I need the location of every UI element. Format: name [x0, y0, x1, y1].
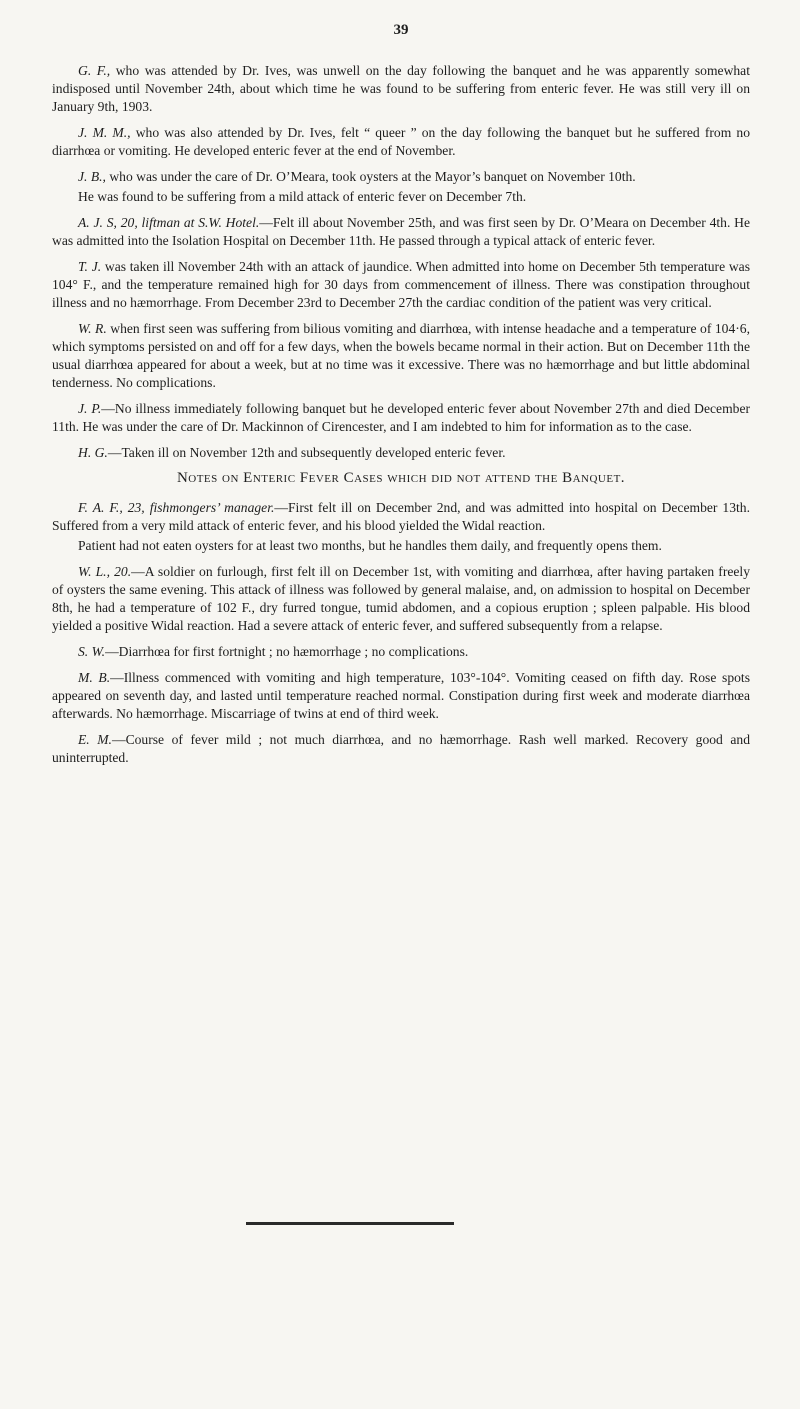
case-text: who was attended by Dr. Ives, was unwell on the day following the banquet and he was apparently somewhat indisposed until November 24th, about which time he was found to be suffering from enteric fever. He was still very ill on January 9th, 1903.: [52, 63, 750, 114]
case-initials: S. W.: [78, 644, 106, 659]
case-text: when first seen was suffering from bilious vomiting and diarrhœa, with intense headache and a temperature of 104·6, which symptoms persisted on and off for a few days, when the bowels became normal in their action. But on December 11th the usual diarrhœa appeared for about a week, but at no time was it excessive. There was no hæmorrhage and but little abdominal tenderness. No complications.: [52, 321, 750, 390]
case-paragraph: [52, 643, 750, 661]
case-paragraph: [52, 731, 750, 767]
case-initials: J. M. M.,: [78, 125, 131, 140]
body-text: [52, 62, 750, 775]
case-paragraph: [52, 168, 750, 186]
case-text: —First felt ill on December 2nd, and was admitted into hospital on December 13th. Suffered from a very mild attack of enteric fever, and his blood yielded the Widal reaction.: [52, 500, 750, 533]
case-paragraph: [52, 214, 750, 250]
case-text: —Diarrhœa for first fortnight ; no hæmorrhage ; no complications.: [105, 644, 469, 659]
case-paragraph: [52, 62, 750, 116]
case-text: who was also attended by Dr. Ives, felt “ queer ” on the day following the banquet but he suffered from no diarrhœa or vomiting. He developed enteric fever at the end of November.: [52, 125, 750, 158]
case-initials: H. G.: [78, 445, 108, 460]
case-initials: W. R.: [78, 321, 107, 336]
case-initials: E. M.: [78, 732, 112, 747]
section-heading: Notes on Enteric Fever Cases which did not attend the Banquet.: [176, 470, 626, 486]
case-text: He was found to be suffering from a mild attack of enteric fever on December 7th.: [78, 189, 527, 204]
case-text: —Taken ill on November 12th and subsequently developed enteric fever.: [107, 445, 506, 460]
case-initials: A. J. S, 20, liftman at S.W. Hotel.: [78, 215, 260, 230]
case-paragraph: [52, 124, 750, 160]
case-initials: W. L., 20.: [78, 564, 132, 579]
case-initials: F. A. F., 23, fishmongers’ manager.: [78, 500, 275, 515]
case-initials: M. B.: [78, 670, 111, 685]
case-paragraph: [52, 320, 750, 392]
case-initials: J. B.,: [78, 169, 106, 184]
case-paragraph: [52, 563, 750, 635]
case-paragraph: [52, 188, 750, 206]
case-paragraph: [52, 537, 750, 555]
case-paragraph: [52, 400, 750, 436]
case-paragraph: [52, 258, 750, 312]
case-paragraph: [52, 444, 750, 462]
closing-rule: [246, 1222, 454, 1225]
case-text: —Illness commenced with vomiting and high temperature, 103°-104°. Vomiting ceased on fifth day. Rose spots appeared on seventh day, and lasted until temperature reached normal. Constipation during first week and moderate diarrhœa afterwards. No hæmorrhage. Miscarriage of twins at end of third week.: [52, 670, 750, 721]
case-initials: G. F.,: [78, 63, 111, 78]
case-text: was taken ill November 24th with an attack of jaundice. When admitted into home on December 5th temperature was 104° F., and the temperature remained high for 30 days from commencement of illness. There was constipation throughout illness and no hæmorrhage. From December 23rd to December 27th the cardiac condition of the patient was very critical.: [52, 259, 751, 310]
case-text: who was under the care of Dr. O’Meara, took oysters at the Mayor’s banquet on November 10th.: [105, 169, 636, 184]
case-text: Patient had not eaten oysters for at least two months, but he handles them daily, and frequently opens them.: [78, 538, 662, 553]
case-text: —A soldier on furlough, first felt ill on December 1st, with vomiting and diarrhœa, after having partaken freely of oysters the same evening. This attack of illness was followed by general malaise, and, on admission to hospital on December 8th, he had a temperature of 102 F., dry furred tongue, tumid abdomen, and a copious eruption ; spleen palpable. His blood yielded a positive Widal reaction. Had a severe attack of enteric fever, and suffered subsequently from a relapse.: [52, 564, 750, 633]
case-paragraph: [52, 669, 750, 723]
case-text: —No illness immediately following banquet but he developed enteric fever about November 27th and died December 11th. He was under the care of Dr. Mackinnon of Cirencester, and I am indebted to him for information as to the case.: [52, 401, 750, 434]
case-text: —Felt ill about November 25th, and was first seen by Dr. O’Meara on December 4th. He was admitted into the Isolation Hospital on December 11th. He passed through a typical attack of enteric fever.: [52, 215, 750, 248]
case-initials: J. P.: [78, 401, 102, 416]
page-number: 39: [393, 22, 409, 38]
case-paragraph: [52, 499, 750, 535]
case-initials: T. J.: [78, 259, 102, 274]
case-text: —Course of fever mild ; not much diarrhœa, and no hæmorrhage. Rash well marked. Recovery good and uninterrupted.: [52, 732, 751, 765]
